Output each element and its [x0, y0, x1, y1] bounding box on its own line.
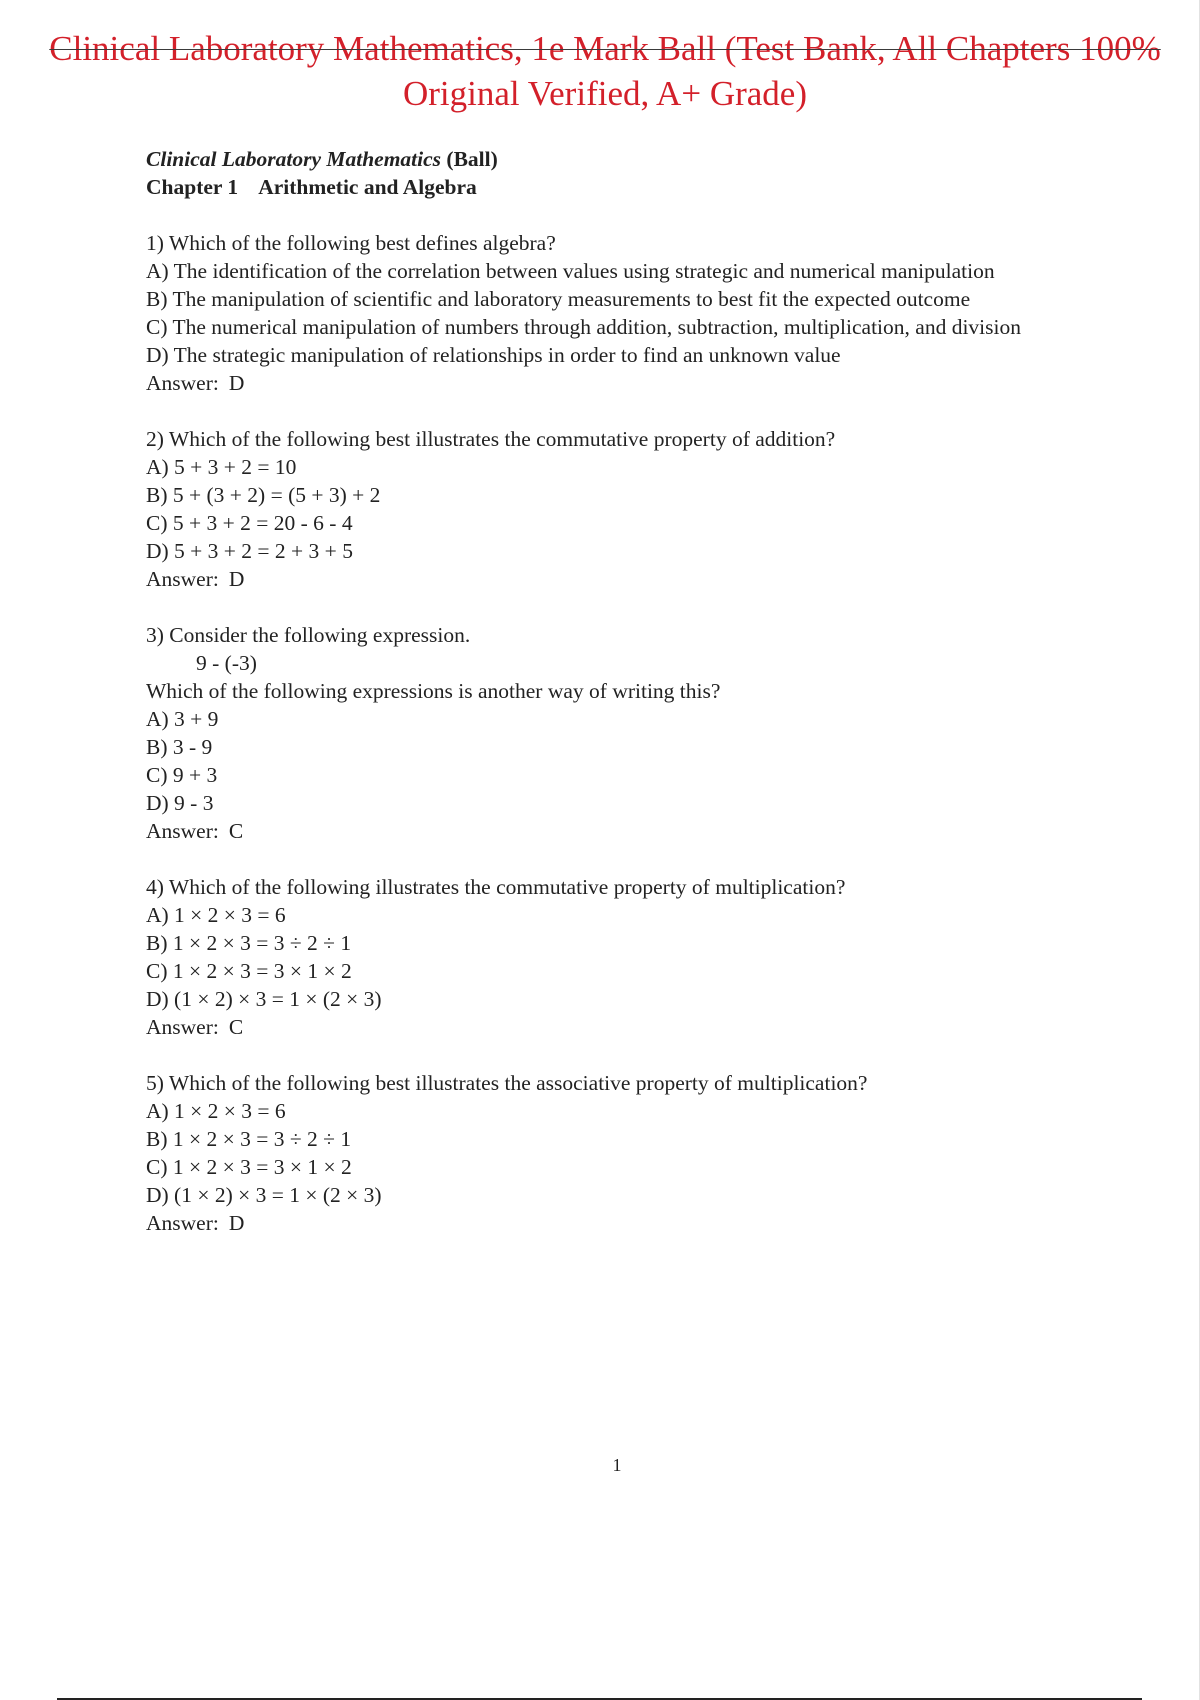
answer-label: Answer:	[146, 371, 219, 395]
answer-line	[146, 565, 1106, 593]
question-block	[146, 1069, 1106, 1237]
answer-label: Answer:	[146, 1211, 219, 1235]
question-block	[146, 873, 1106, 1041]
answer-option: B) The manipulation of scientific and laboratory measurements to best fit the expected outcome	[146, 287, 971, 311]
question-stem: 1) Which of the following best defines algebra?	[146, 231, 556, 255]
question-block	[146, 621, 1106, 845]
answer-option: A) 1 × 2 × 3 = 6	[146, 903, 286, 927]
book-author: (Ball)	[446, 147, 498, 171]
answer-option: D) 5 + 3 + 2 = 2 + 3 + 5	[146, 539, 353, 563]
question-block	[146, 229, 1106, 397]
answer-value: D	[228, 371, 245, 395]
answer-option: C) 9 + 3	[146, 763, 218, 787]
answer-value: C	[228, 1015, 244, 1039]
question-block	[146, 425, 1106, 593]
answer-option: C) The numerical manipulation of numbers through addition, subtraction, multiplication, and division	[146, 315, 1021, 339]
question-stem: 2) Which of the following best illustrates the commutative property of addition?	[146, 427, 836, 451]
question-stem: 5) Which of the following best illustrates the associative property of multiplication?	[146, 1071, 868, 1095]
answer-option: D) (1 × 2) × 3 = 1 × (2 × 3)	[146, 1183, 382, 1207]
question-expression: 9 - (-3)	[196, 651, 257, 675]
question-stem: 4) Which of the following illustrates the commutative property of multiplication?	[146, 875, 846, 899]
answer-option: D) (1 × 2) × 3 = 1 × (2 × 3)	[146, 987, 382, 1011]
answer-line	[146, 1013, 1106, 1041]
chapter-label: Chapter 1	[146, 175, 239, 199]
answer-option: A) 5 + 3 + 2 = 10	[146, 455, 297, 479]
answer-value: D	[228, 1211, 245, 1235]
answer-option: B) 5 + (3 + 2) = (5 + 3) + 2	[146, 483, 381, 507]
answer-option: D) The strategic manipulation of relationships in order to find an unknown value	[146, 343, 841, 367]
question-list	[146, 229, 1106, 1237]
answer-option: C) 1 × 2 × 3 = 3 × 1 × 2	[146, 1155, 352, 1179]
document-title-line-2: Original Verified, A+ Grade)	[403, 74, 807, 113]
answer-line	[146, 1209, 1106, 1237]
document-body	[146, 145, 1106, 1237]
answer-option: C) 1 × 2 × 3 = 3 × 1 × 2	[146, 959, 352, 983]
document-title	[20, 26, 1190, 116]
answer-label: Answer:	[146, 1015, 219, 1039]
answer-option: D) 9 - 3	[146, 791, 214, 815]
answer-label: Answer:	[146, 567, 219, 591]
answer-line	[146, 817, 1106, 845]
book-heading	[146, 145, 1106, 173]
page-number: 1	[612, 1455, 622, 1475]
answer-option: A) 3 + 9	[146, 707, 219, 731]
answer-line	[146, 369, 1106, 397]
answer-option: B) 3 - 9	[146, 735, 213, 759]
answer-value: D	[228, 567, 245, 591]
chapter-heading	[146, 173, 1106, 201]
answer-option: A) The identification of the correlation between values using strategic and numerical manipulation	[146, 259, 995, 283]
answer-option: B) 1 × 2 × 3 = 3 ÷ 2 ÷ 1	[146, 1127, 352, 1151]
answer-label: Answer:	[146, 819, 219, 843]
answer-option: C) 5 + 3 + 2 = 20 - 6 - 4	[146, 511, 353, 535]
book-name: Clinical Laboratory Mathematics	[146, 147, 442, 171]
answer-option: A) 1 × 2 × 3 = 6	[146, 1099, 286, 1123]
question-stem-continued: Which of the following expressions is another way of writing this?	[146, 679, 721, 703]
document-title-line-1: Clinical Laboratory Mathematics, 1e Mark Ball (Test Bank, All Chapters 100%	[49, 29, 1161, 68]
chapter-title: Arithmetic and Algebra	[258, 175, 477, 199]
question-stem: 3) Consider the following expression.	[146, 623, 471, 647]
answer-value: C	[228, 819, 244, 843]
answer-option: B) 1 × 2 × 3 = 3 ÷ 2 ÷ 1	[146, 931, 352, 955]
